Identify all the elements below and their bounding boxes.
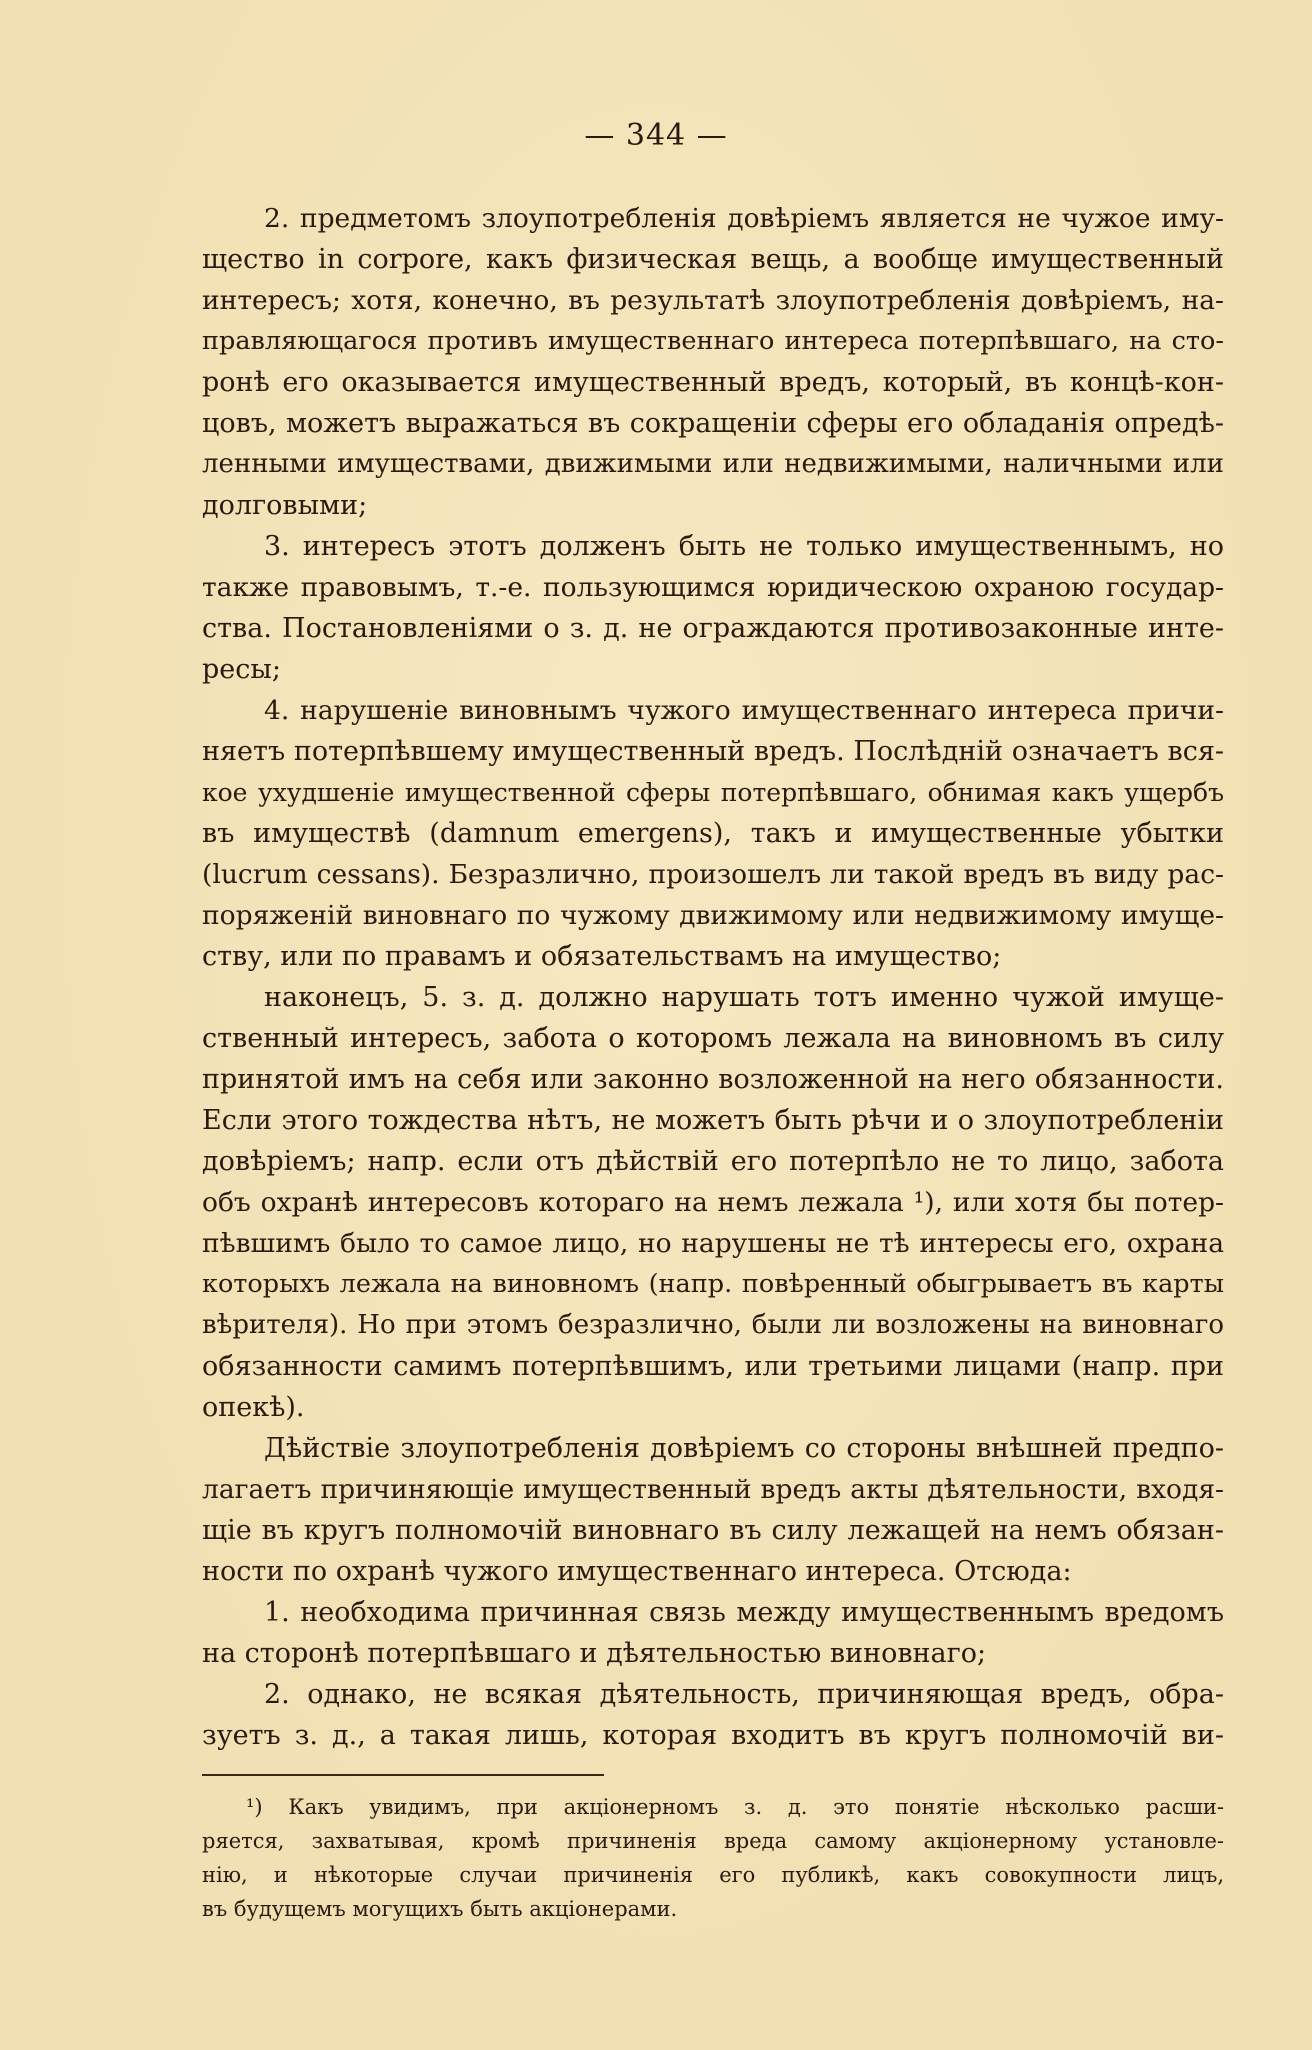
text-line: принятой имъ на себя или законно возложенной на него обязанности. xyxy=(202,1064,1224,1095)
text-line: зуетъ з. д., а такая лишь, которая входитъ въ кругъ полномочій ви- xyxy=(202,1720,1224,1751)
footnote-line: нію, и нѣкоторые случаи причиненія его публикѣ, какъ совокупности лицъ, xyxy=(202,1863,1224,1887)
text-line: ронѣ его оказывается имущественный вредъ, который, въ концѣ-кон- xyxy=(202,367,1224,398)
footnote-divider xyxy=(202,1774,604,1776)
text-line: Дѣйствіе злоупотребленія довѣріемъ со стороны внѣшней предпо- xyxy=(264,1433,1224,1464)
text-line: 3. интересъ этотъ долженъ быть не только имущественнымъ, но xyxy=(264,531,1224,562)
text-line: въ имуществѣ (damnum emergens), такъ и имущественные убытки xyxy=(202,818,1224,849)
page-number: — 344 — xyxy=(584,118,728,153)
text-line: объ охранѣ интересовъ котораго на немъ лежала ¹), или хотя бы потер- xyxy=(202,1187,1224,1218)
text-line: вѣрителя). Но при этомъ безразлично, были ли возложены на виновнаго xyxy=(202,1310,1224,1340)
text-line: (lucrum cessans). Безразлично, произошелъ ли такой вредъ въ виду рас- xyxy=(202,859,1224,890)
text-line: щіе въ кругъ полномочій виновнаго въ силу лежащей на немъ обязан- xyxy=(202,1515,1224,1546)
footnote xyxy=(202,1790,1224,1926)
text-line: ресы; xyxy=(202,654,281,685)
text-line: кое ухудшеніе имущественной сферы потерпѣвшаго, обнимая какъ ущербъ xyxy=(202,778,1224,807)
footnote-line: ¹) Какъ увидимъ, при акціонерномъ з. д. это понятіе нѣсколько расши- xyxy=(246,1795,1224,1819)
main-text xyxy=(202,198,1224,1756)
text-line: 1. необходима причинная связь между имущественнымъ вредомъ xyxy=(264,1597,1224,1628)
text-line: долговыми; xyxy=(202,490,368,521)
footnote-line: въ будущемъ могущихъ быть акціонерами. xyxy=(202,1897,678,1921)
text-line: опекѣ). xyxy=(202,1392,305,1423)
text-line: щество in corpore, какъ физическая вещь, а вообще имущественный xyxy=(202,244,1224,275)
text-line: также правовымъ, т.-е. пользующимся юридическою охраною государ- xyxy=(202,572,1224,603)
text-line: правляющагося противъ имущественнаго интереса потерпѣвшаго, на сто- xyxy=(202,326,1224,356)
text-line: ству, или по правамъ и обязательствамъ на имущество; xyxy=(202,941,1002,972)
text-line: поряженій виновнаго по чужому движимому или недвижимому имуще- xyxy=(202,900,1224,931)
text-line: интересъ; хотя, конечно, въ результатѣ злоупотребленія довѣріемъ, на- xyxy=(202,285,1224,316)
text-line: 2. однако, не всякая дѣятельность, причиняющая вредъ, обра- xyxy=(264,1679,1224,1710)
text-line: 4. нарушеніе виновнымъ чужого имущественнаго интереса причи- xyxy=(264,695,1224,726)
text-line: Если этого тождества нѣтъ, не можетъ быть рѣчи и о злоупотребленіи xyxy=(202,1105,1224,1136)
text-line: ленными имуществами, движимыми или недвижимыми, наличными или xyxy=(202,449,1224,479)
text-line: ства. Постановленіями о з. д. не ограждаются противозаконные инте- xyxy=(202,613,1224,644)
footnote-line: ряется, захватывая, кромѣ причиненія вреда самому акціонерному установле- xyxy=(202,1829,1224,1853)
text-line: няетъ потерпѣвшему имущественный вредъ. Послѣдній означаетъ вся- xyxy=(202,736,1224,767)
text-line: пѣвшимъ было то самое лицо, но нарушены не тѣ интересы его, охрана xyxy=(202,1228,1224,1259)
text-line: наконецъ, 5. з. д. должно нарушать тотъ именно чужой имуще- xyxy=(264,982,1224,1013)
text-line: ственный интересъ, забота о которомъ лежала на виновномъ въ силу xyxy=(202,1023,1224,1054)
text-line: лагаетъ причиняющіе имущественный вредъ акты дѣятельности, входя- xyxy=(202,1474,1224,1505)
text-line: довѣріемъ; напр. если отъ дѣйствій его потерпѣло не то лицо, забота xyxy=(202,1146,1224,1177)
text-line: которыхъ лежала на виновномъ (напр. повѣренный обыгрываетъ въ карты xyxy=(202,1269,1224,1299)
text-line: на сторонѣ потерпѣвшаго и дѣятельностью виновнаго; xyxy=(202,1638,987,1669)
text-line: обязанности самимъ потерпѣвшимъ, или третьими лицами (напр. при xyxy=(202,1351,1224,1382)
text-line: цовъ, можетъ выражаться въ сокращеніи сферы его обладанія опредѣ- xyxy=(202,408,1224,439)
text-line: ности по охранѣ чужого имущественнаго интереса. Отсюда: xyxy=(202,1556,1072,1587)
text-line: 2. предметомъ злоупотребленія довѣріемъ является не чужое иму- xyxy=(264,203,1224,234)
